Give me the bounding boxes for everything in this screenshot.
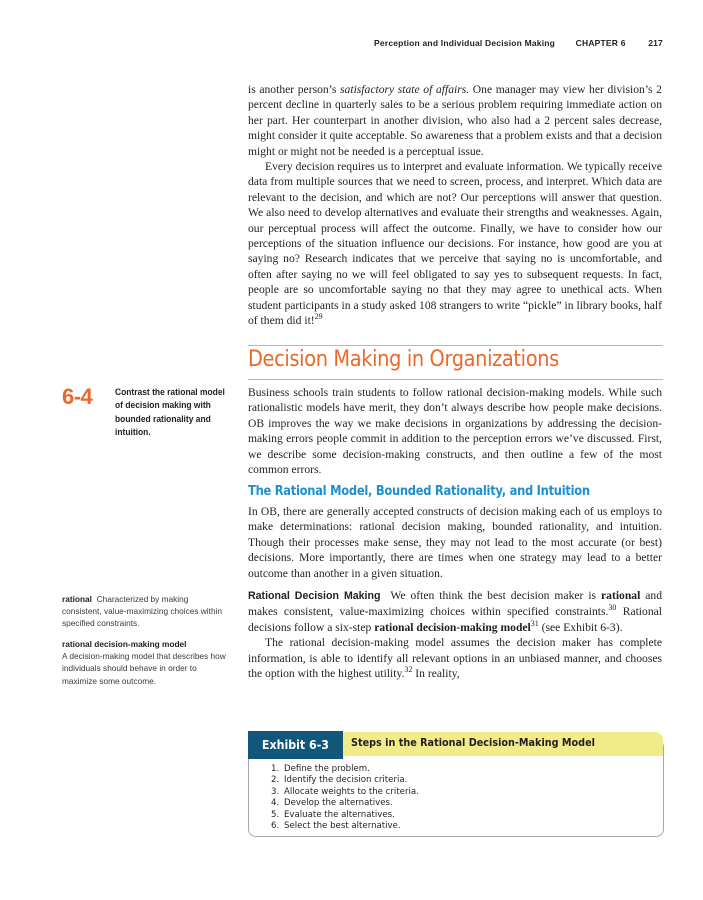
- list-item: [271, 810, 419, 821]
- section-rule-top: [248, 345, 663, 346]
- step-number: 3.: [271, 786, 280, 797]
- list-item: [271, 775, 419, 786]
- exhibit-label-text: Exhibit 6-3: [261, 738, 330, 752]
- rational-p2-end: In reality,: [412, 667, 460, 681]
- rational-p2-text: The rational decision-making model assumes the decision maker has complete information, is able to identify all relevant options in an unbiased manner, and chooses the option with the highest utility.: [248, 636, 662, 681]
- intro-p2-text: Every decision requires us to interpret and evaluate information. We typically receive data from multiple sources that we need to screen, process, and interpret. Which data are relevant to the decision, and which are not? Our perceptions will answer that question. We also need to develop alternatives and evaluate their strengths and weaknesses. Again, our perceptual process will affect the outcome. Finally, we have to consider how our perceptions of the situation influence our decisions. For instance, how good are you at saying no? Research indicates that we perceive that saying no is uncomfortable, and often after saying no we will feel obligated to say yes to subsequent requests. In fact, people are so uncomfortable saying no that they may agree to unethical acts. When student participants in a study asked 108 strangers to write “pickle” in library books, half of them did it!: [248, 160, 662, 328]
- subsection-heading: The Rational Model, Bounded Rationality, and Intuition: [248, 484, 590, 499]
- list-item: [271, 798, 419, 809]
- footnote-ref-31: 31: [530, 618, 539, 628]
- footnote-ref-30: 30: [608, 603, 617, 613]
- page-number: 217: [648, 38, 663, 48]
- section-rule-bottom: [248, 379, 663, 380]
- exhibit-header: [249, 737, 663, 762]
- footnote-ref-32: 32: [404, 665, 413, 675]
- intro-p1-italic: satisfactory state of affairs.: [340, 83, 470, 96]
- step-text: Select the best alternative.: [284, 821, 401, 832]
- keyword-rational: rational: [601, 589, 641, 602]
- objective-text: Contrast the rational model of decision making with bounded rationality and intuition.: [115, 387, 225, 438]
- exhibit-steps-list: [271, 764, 419, 832]
- list-item: [271, 821, 419, 832]
- glossary-definition: Characterized by making consistent, value-maximizing choices within specified constraints.: [62, 594, 223, 629]
- rational-paragraph-2: [248, 635, 662, 681]
- keyword-rational-decision-making-model: rational decision-making model: [374, 620, 531, 634]
- rational-paragraph-1: [248, 588, 662, 635]
- subsection-text: [248, 504, 662, 581]
- intro-text: [248, 82, 662, 329]
- glossary-entry-rational-model: [62, 638, 230, 687]
- step-text: Identify the decision criteria.: [284, 775, 408, 786]
- intro-p1-end: One manager may view her division’s 2 percent decline in quarterly sales to be a serious problem requiring immediate action on her part. Her counterpart in another division, who also had a 2 percent sales decrease, might consider it quite acceptable. So awareness that a problem exists and that a decision might or might not be needed is a perceptual issue.: [248, 83, 662, 158]
- list-item: [271, 787, 419, 798]
- rational-p1-a: We often think the best decision maker is: [390, 589, 602, 602]
- running-head-chapter: CHAPTER 6: [575, 38, 626, 48]
- footnote-ref-29: 29: [314, 312, 323, 322]
- rational-p1-d: (see Exhibit 6-3).: [538, 620, 623, 634]
- intro-paragraph-2: [248, 159, 662, 328]
- rational-p1-c: Rational decisions follow a six-step: [248, 605, 662, 634]
- step-text: Develop the alternatives.: [284, 798, 393, 809]
- step-number: 6.: [271, 821, 280, 832]
- objective-number: 6-4: [62, 384, 93, 409]
- section-paragraph-1: Business schools train students to follow rational decision-making models. While such rationalistic models have merit, they don’t always describe how people make decisions. OB improves the way we make decisions in organizations by addressing the decision-making errors people commit in addition to the perception errors we’ve discussed. First, we describe some decision-making constructs, and then outline a few of the most common errors.: [248, 386, 662, 477]
- list-item: [271, 764, 419, 775]
- step-number: 5.: [271, 809, 280, 820]
- runin-heading: Rational Decision Making: [248, 590, 381, 602]
- step-number: 4.: [271, 798, 280, 809]
- running-head: [374, 38, 663, 48]
- step-number: 1.: [271, 764, 280, 774]
- rational-p1-b: and makes consistent, value-maximizing choices within specified constraints.: [248, 589, 663, 619]
- step-text: Allocate weights to the criteria.: [284, 786, 419, 797]
- subsection-paragraph-1: In OB, there are generally accepted constructs of decision making each of us employs to make determinations: rational decision making, bounded rationality, and intuition. Though their processes make sense, they may not lead to the most accurate (or best) decisions. More importantly, there are times when one strategy may lead to a better outcome than another in a given situation.: [248, 505, 662, 580]
- intro-paragraph-1: [248, 82, 662, 159]
- glossary-term: rational: [62, 594, 92, 604]
- exhibit-title: Steps in the Rational Decision-Making Model: [351, 737, 595, 749]
- step-text: Evaluate the alternatives.: [284, 809, 395, 820]
- rational-decision-text: [248, 588, 662, 681]
- exhibit-title-bar: [343, 732, 663, 756]
- glossary-definition: A decision-making model that describes how individuals should behave in order to maximize some outcome.: [62, 651, 226, 686]
- exhibit-label: [248, 731, 343, 759]
- intro-p1-start: is another person’s: [248, 83, 341, 96]
- step-number: 2.: [271, 775, 280, 786]
- exhibit-box: [248, 739, 664, 837]
- running-head-section: Perception and Individual Decision Making: [374, 38, 556, 48]
- glossary-entry-rational: [62, 593, 230, 630]
- section-heading: Decision Making in Organizations: [248, 347, 559, 372]
- glossary-term: rational decision-making model: [62, 639, 187, 649]
- step-text: Define the problem.: [284, 764, 370, 774]
- section-text: [248, 385, 662, 477]
